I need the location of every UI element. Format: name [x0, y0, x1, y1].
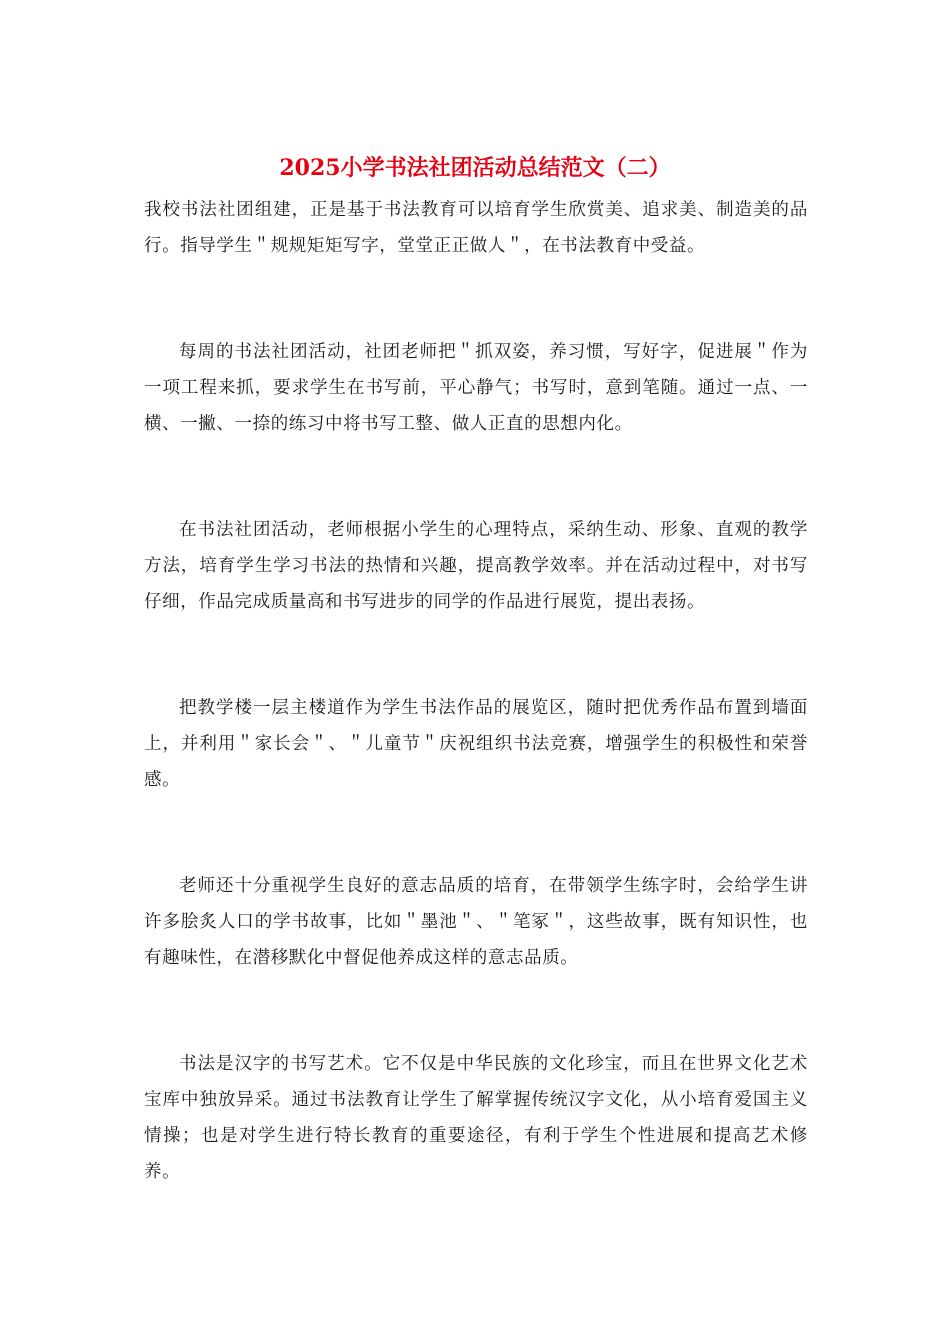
paragraph-exhibition: 把教学楼一层主楼道作为学生书法作品的展览区，随时把优秀作品布置到墙面上，并利用＂家长会＂、＂儿童节＂庆祝组织书法竞赛，增强学生的积极性和荣誉感。 [144, 698, 808, 790]
paragraph-teaching-method: 在书法社团活动，老师根据小学生的心理特点，采纳生动、形象、直观的教学方法，培育学生学习书法的热情和兴趣，提高教学效率。并在活动过程中，对书写仔细，作品完成质量高和书写进步的同学的作品进行展览，提出表扬。 [144, 520, 808, 612]
document-title: 2025小学书法社团活动总结范文（二） [279, 155, 671, 181]
paragraph-calligraphy-value: 书法是汉字的书写艺术。它不仅是中华民族的文化珍宝，而且在世界文化艺术宝库中独放异采。通过书法教育让学生了解掌握传统汉字文化，从小培育爱国主义情操；也是对学生进行特长教育的重要途径，有利于学生个性进展和提高艺术修养。 [144, 1054, 808, 1182]
paragraph-intro: 我校书法社团组建，正是基于书法教育可以培育学生欣赏美、追求美、制造美的品行。指导学生＂规规矩矩写字，堂堂正正做人＂，在书法教育中受益。 [144, 200, 808, 256]
paragraph-weekly-activity: 每周的书法社团活动，社团老师把＂抓双姿，养习惯，写好字，促进展＂作为一项工程来抓，要求学生在书写前，平心静气；书写时，意到笔随。通过一点、一横、一撇、一捺的练习中将书写工整、做人正直的思想内化。 [144, 342, 808, 434]
paragraph-character-building: 老师还十分重视学生良好的意志品质的培育，在带领学生练字时，会给学生讲许多脍炙人口的学书故事，比如＂墨池＂、＂笔冢＂，这些故事，既有知识性，也有趣味性，在潜移默化中督促他养成这样的意志品质。 [144, 876, 808, 968]
